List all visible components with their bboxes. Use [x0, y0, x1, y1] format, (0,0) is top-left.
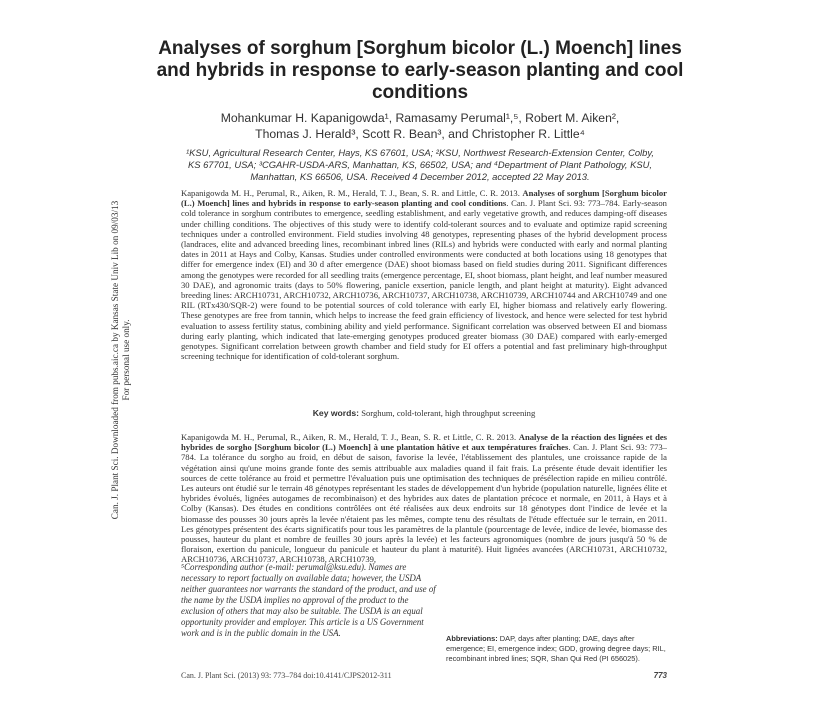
corresponding-author-footnote: ⁵Corresponding author (e-mail: perumal@ksu.edu). Names are necessary to report factually on available data; however, the USDA neither guarantees nor warrants the standard of the product, and use of the name by the USDA implies no approval of the product to the exclusion of others that may also be suitable. The USDA is an equal opportunity provider and employer. This article is a US Government work and is in the public domain in the USA. — [181, 562, 436, 638]
affiliations: ¹KSU, Agricultural Research Center, Hays, KS 67601, USA; ²KSU, Northwest Research-Extension Center, Colby, KS 67701, USA; ³CGAHR-USDA-ARS, Manhattan, KS, 66502, USA; and ⁴Department of Plant Pathology, KSU, Manhattan, KS 66506, USA. Received 4 December 2012, accepted 22 May 2013. — [186, 147, 654, 182]
page-footer — [181, 671, 667, 680]
author-line-1: Mohankumar H. Kapanigowda¹, Ramasamy Perumal¹,⁵, Robert M. Aiken², — [220, 111, 620, 125]
keywords — [181, 408, 667, 418]
download-watermark-line-2: For personal use only. — [121, 319, 131, 401]
abbreviations — [446, 634, 672, 664]
download-watermark — [110, 160, 132, 560]
abbreviations-label: Abbreviations: — [446, 634, 498, 643]
abstract-citation-suffix: . Can. J. Plant Sci. 93: 773–784. — [506, 198, 623, 209]
keywords-text: Sorghum, cold-tolerant, high throughput screening — [359, 408, 536, 418]
resume-citation-prefix: Kapanigowda M. H., Perumal, R., Aiken, R. M., Herald, T. J., Bean, S. R. et Little, C. R. 2013. — [181, 432, 519, 442]
keywords-label: Key words: — [312, 408, 360, 418]
paper-title: Analyses of sorghum [Sorghum bicolor (L.) Moench] lines and hybrids in response to early-season planting and cool conditions — [156, 38, 684, 103]
author-line-2: Thomas J. Herald³, Scott R. Bean³, and Christopher R. Little⁴ — [255, 127, 585, 141]
author-list — [180, 110, 660, 142]
page-number: 773 — [653, 671, 667, 680]
resume-citation-title: Analyse de la réaction des lignées et des hybrides de sorgho [Sorghum bicolor (L.) Moench] à une plantation hâtive et aux températures fraîches — [181, 432, 668, 453]
download-watermark-line-1: Can. J. Plant Sci. Downloaded from pubs.aic.ca by Kansas State Univ Lib on 09/03/13 — [110, 200, 120, 520]
resume-body: La tolérance du sorgho au froid, en début de saison, favorise la levée, l'établissement des plantules, une croissance rapide de la végétation ainsi qu'une moins grande fonte des semis attribuable aux maladies quand il fait frais. La présente étude devait identifier les sources de cette tolérance au froid et permettre l'évaluation puis une optimisation des techniques de présélection rapide en milieu contrôlé. Les auteurs ont étudié sur le terrain 48 génotypes représentant les stades de développement d'un hybride (population naturelle, lignées élite et hybrides évolués, lignées autogames de recombinaison) et des hybrides aux dates de plantation précoce et normale, en 2011, à Hays et à Colby (Kansas). Des études en conditions contrôlées ont été réalisées aux deux endroits sur 18 génotypes dont l'indice de levée et la biomasse des pousses 30 jours après la levée n'étaient pas les mêmes, compte tenu des résultats de l'étude effectuée sur le terrain, en 2011. Les génotypes présentent des écarts significatifs pour tous les paramètres de la plantule (pourcentage de levée, indice de levée, biomasse des pousses, hauteur du plant et nombre de feuilles 30 jours après la levée) et les facteurs agronomiques (nombre de jours jusqu'à 50 % de floraison, exertion du panicule, longueur du panicule et hauteur du plant à maturité). Huit lignées avancées (ARCH10731, ARCH10732, ARCH10736, ARCH10737, ARCH10738, ARCH10739, — [181, 452, 667, 565]
abstract — [181, 188, 667, 361]
resume-citation-suffix: . Can. J. Plant Sci. 93: 773–784. — [181, 442, 667, 463]
abstract-citation-prefix: Kapanigowda M. H., Perumal, R., Aiken, R. M., Herald, T. J., Bean, S. R. and Little, C. R. 2013. — [181, 188, 523, 198]
journal-citation: Can. J. Plant Sci. (2013) 93: 773–784 doi:10.4141/CJPS2012-311 — [181, 671, 392, 680]
abstract-body: Early-season cold tolerance in sorghum contributes to emergence, seedling establishment, and early vegetative growth, and reduces damping-off diseases under chilling conditions. The objectives of this study were to identify cold-tolerant sources and to evaluate and optimize rapid screening techniques under a controlled environment. Field studies involving 48 genotypes, representing phases of the hybrid development process (landraces, elite and advanced breeding lines, recombinant inbred lines (RILs) and hybrids were conducted with early and normal planting dates in 2011 at Hays and Colby, Kansas. Studies under controlled environments were conducted at both locations using 18 genotypes that differ for emergence index (EI) and 30 d after emergence (DAE) shoot biomass based on field studies during 2011. Significant differences among the genotypes were recorded for all seedling traits (emergence percentage, EI, shoot biomass, plant height, and leaf number measured 30 DAE), and agronomic traits (days to 50% flowering, panicle exsertion, panicle length, and plant height at maturity). Eight advanced breeding lines: ARCH10731, ARCH10732, ARCH10736, ARCH10737, ARCH10738, ARCH10739, ARCH10744 and ARCH10749 and one RIL (RTx430/SQR-2) were found to be potential sources of cold tolerance with early EI, higher biomass and relatively early flowering. These genotypes are free from tannin, which helps to increase the feed grain efficiency of livestock, and hence were selected for test hybrid evaluation to assess fertility status, combining ability and yield performance. Significant correlation was observed between EI and biomass during early planting, which indicated that late-emerging genotypes produced greater biomass (30 DAE) compared with early-emerged genotypes. Significant correlation between growth chamber and field study for EI offers a potential and fast preliminary high-throughput screening technique for identification of cold-tolerant sorghum. — [181, 198, 667, 362]
abstract-citation-title: Analyses of sorghum [Sorghum bicolor (L.) Moench] lines and hybrids in response to early-season planting and cool conditions — [181, 188, 667, 209]
french-abstract — [181, 432, 667, 565]
abbreviations-text: DAP, days after planting; DAE, days after emergence; EI, emergence index; GDD, growing degree days; RIL, recombinant inbred lines; SQR, Shan Qui Red (PI 656025). — [446, 634, 666, 663]
